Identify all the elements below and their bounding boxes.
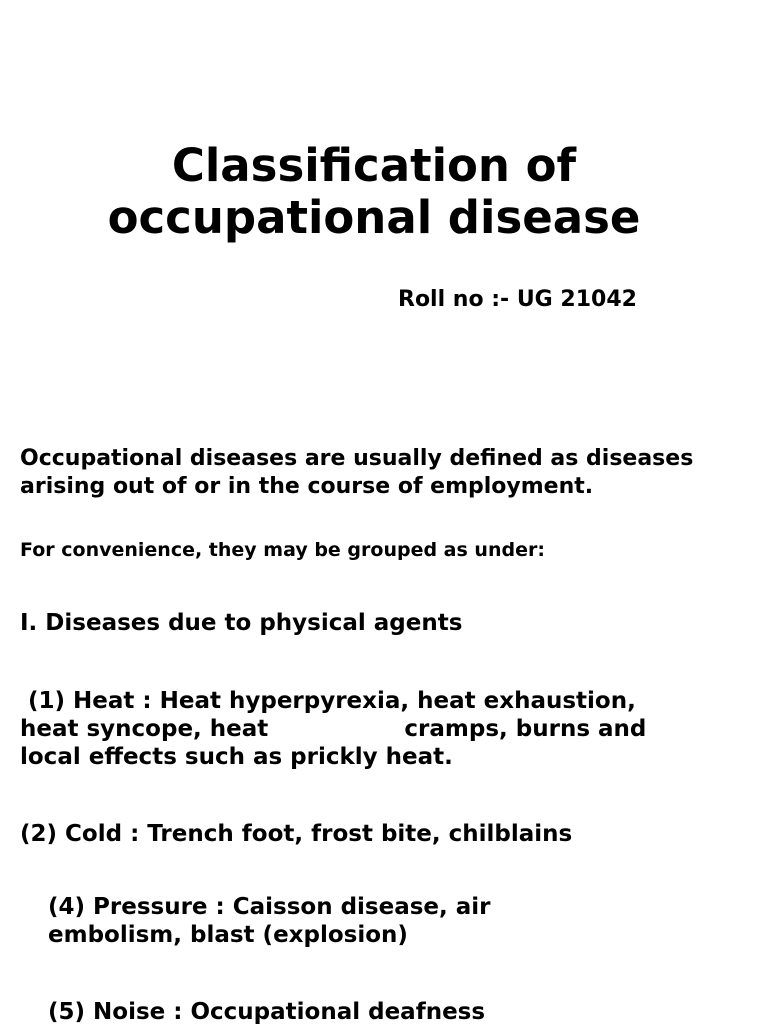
heat-line-1: (1) Heat : Heat hyperpyrexia, heat exhaustion,	[20, 688, 636, 714]
title-line-1: Classification of	[171, 139, 577, 192]
pressure-line-2: embolism, blast (explosion)	[48, 922, 408, 948]
roll-number: Roll no :- UG 21042	[398, 287, 637, 312]
heat-line-3: local effects such as prickly heat.	[20, 744, 453, 770]
list-item-pressure	[48, 893, 491, 949]
heat-line-2: heat syncope, heat cramps, burns and	[20, 716, 647, 742]
title-line-2: occupational disease	[107, 191, 641, 244]
definition-paragraph: Occupational diseases are usually defined as diseases arising out of or in the course of employment.	[20, 446, 694, 499]
list-item-noise: (5) Noise : Occupational deafness	[48, 999, 486, 1025]
section-heading-physical-agents: I. Diseases due to physical agents	[20, 610, 463, 636]
list-item-heat	[20, 687, 646, 771]
page-title	[0, 140, 748, 244]
pressure-line-1: (4) Pressure : Caisson disease, air	[48, 894, 491, 920]
convenience-text: For convenience, they may be grouped as under:	[20, 539, 545, 561]
list-item-cold: (2) Cold : Trench foot, frost bite, chilblains	[20, 821, 573, 847]
